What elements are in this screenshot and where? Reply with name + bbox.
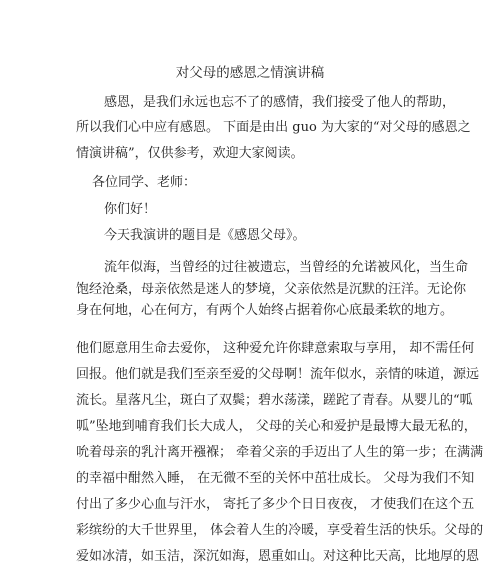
paragraph-line: 他们愿意用生命去爱你， 这种爱允许你肆意索取与享用， 却不需任何: [76, 341, 475, 356]
salutation: 各位同学、老师：: [92, 175, 197, 190]
paragraph-line: 付出了多少心血与汗水， 寄托了多少个日日夜夜， 才使我们在这个五: [76, 497, 475, 512]
document-title: 对父母的感恩之情演讲稿: [175, 65, 325, 81]
paragraph-line: 彩缤纷的大千世界里， 体会着人生的冷暖，享受着生活的快乐。父母的: [76, 523, 484, 538]
paragraph-line: 饱经沧桑，母亲依然是迷人的梦境，父亲依然是沉默的汪洋。无论你: [76, 282, 467, 297]
paragraph-line: 流长。星落凡尘，斑白了双鬓；碧水荡漾，蹉跎了青春。从婴儿的“呱: [76, 393, 473, 408]
paragraph-line: 的幸福中酣然入睡， 在无微不至的关怀中茁壮成长。 父母为我们不知: [76, 471, 475, 486]
paragraph-line: 身在何地，心在何方，有两个人始终占据着你心底最柔软的地方。: [76, 303, 454, 318]
paragraph-line: 爱如冰清，如玉洁，深沉如海，恩重如山。对这种比天高，比地厚的恩: [76, 549, 480, 564]
intro-line: 情演讲稿”，仅供参考，欢迎大家阅读。: [76, 146, 304, 161]
paragraph-line: 回报。他们就是我们至亲至爱的父母啊！流年似水，亲情的味道，源远: [76, 367, 480, 382]
speech-topic: 今天我演讲的题目是《感恩父母》。: [104, 228, 306, 243]
greeting: 你们好！: [104, 202, 157, 217]
paragraph-line: 呱”坠地到哺育我们长大成人， 父母的关心和爱护是最博大最无私的，: [76, 419, 477, 434]
paragraph-line: 吮着母亲的乳汁离开襁褓； 牵着父亲的手迈出了人生的第一步；在满满: [76, 445, 484, 460]
intro-line: 感恩，是我们永远也忘不了的感情，我们接受了他人的帮助，: [104, 95, 456, 110]
paragraph-line: 流年似海，当曾经的过往被遗忘，当曾经的允诺被风化，当生命: [104, 260, 469, 275]
intro-line: 所以我们心中应有感恩。 下面是由出 guo 为大家的“对父母的感恩之: [76, 120, 471, 135]
